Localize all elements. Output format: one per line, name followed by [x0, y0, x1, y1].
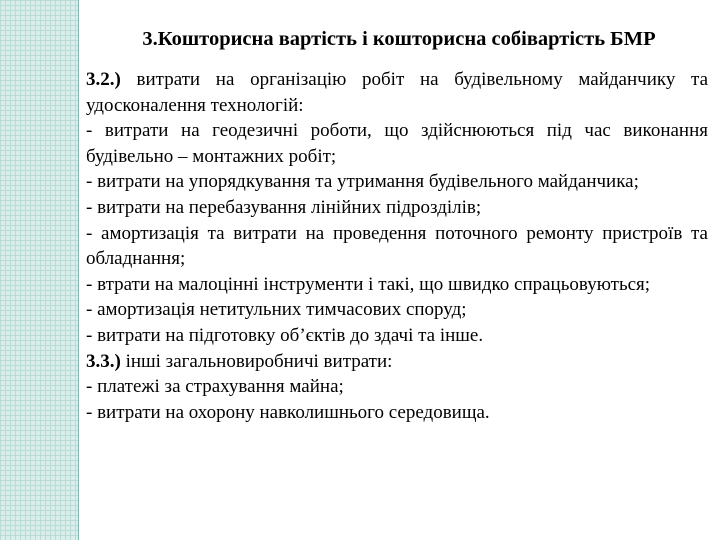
slide-title: 3.Кошторисна вартість і кошторисна собівартість БМР — [142, 28, 656, 50]
list-item: - платежі за страхування майна; — [86, 376, 344, 398]
list-item: - витрати на перебазування лінійних підрозділів; — [86, 196, 482, 218]
list-item: - витрати на підготовку об’єктів до здачі та інше. — [86, 324, 484, 346]
section-number: 3.3.) — [86, 350, 121, 372]
list-item-text: інші загальновиробничі витрати: — [120, 350, 393, 372]
list-item: - втрати на малоцінні інструменти і такі, що швидко спрацьовуються; — [86, 273, 651, 295]
list-item: - витрати на охорону навколишнього середовища. — [86, 401, 490, 423]
decorative-side-stripe — [0, 0, 79, 540]
slide-body — [86, 67, 708, 425]
list-item — [86, 349, 708, 375]
list-item — [86, 67, 708, 118]
list-item: - витрати на упорядкування та утримання будівельного майданчика; — [86, 171, 639, 193]
list-item: - амортизація та витрати на проведення поточного ремонту пристроїв та обладнання; — [86, 222, 708, 270]
list-item-text: витрати на організацію робіт на будівельному майданчику та удосконалення технологій: — [86, 69, 708, 116]
section-number: 3.2.) — [86, 69, 121, 90]
list-item: - витрати на геодезичні роботи, що здійснюються під час виконання будівельно – монтажних робіт; — [86, 120, 708, 167]
list-item: - амортизація нетитульних тимчасових споруд; — [86, 299, 467, 321]
